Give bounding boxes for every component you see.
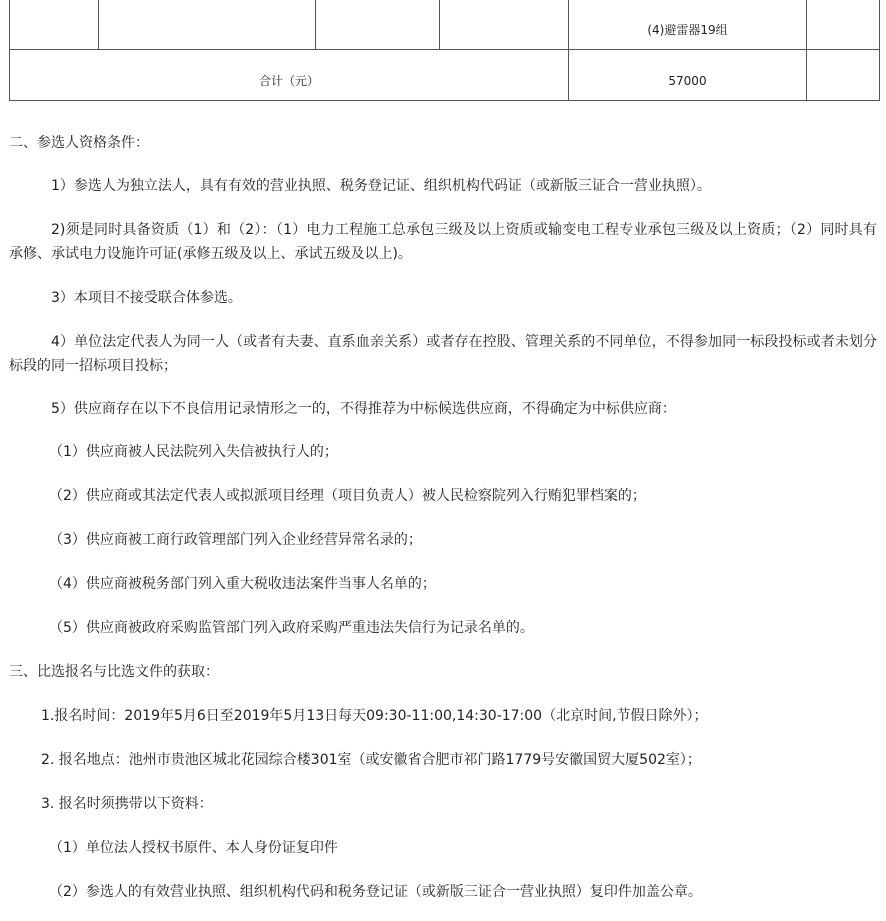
table-cell — [99, 0, 316, 50]
table-cell — [316, 0, 440, 50]
total-value: 57000 — [668, 73, 707, 88]
table-row-total — [10, 50, 880, 101]
section2-heading: 二、参选人资格条件： — [9, 135, 149, 151]
item-arrester: (4)避雷器19组 — [647, 23, 728, 37]
total-value-cell — [569, 50, 807, 101]
section2-s1: （1）供应商被人民法院列入失信被执行人的； — [49, 444, 338, 460]
section2-p1: 1）参选人为独立法人，具有有效的营业执照、税务登记证、组织机构代码证（或新版三证合一营业执照）。 — [51, 178, 711, 194]
section2-p4: 4）单位法定代表人为同一人（或者有夫妻、直系血亲关系）或者存在控股、管理关系的不同单位，不得参加同一标段投标或者未划分标段的同一招标项目投标； — [9, 334, 877, 374]
section3-t1: 1.报名时间：2019年5月6日至2019年5月13日每天09:30-11:00,14:30-17:00（北京时间,节假日除外）； — [41, 708, 708, 724]
section2-s4: （4）供应商被税务部门列入重大税收违法案件当事人名单的； — [49, 576, 436, 592]
price-table — [9, 0, 880, 101]
table-cell — [569, 0, 807, 50]
total-label-cell — [10, 50, 569, 101]
table-row — [10, 0, 880, 50]
total-label: 合计（元） — [258, 74, 319, 88]
section2-p2: 2)须是同时具备资质（1）和（2）：（1）电力工程施工总承包三级及以上资质或输变电工程专业承包三级及以上资质；（2）同时具有承修、承试电力设施许可证(承修五级及以上、承试五级及以上)。 — [9, 222, 877, 262]
section2-p3: 3）本项目不接受联合体参选。 — [51, 290, 242, 306]
section3-m2: （2）参选人的有效营业执照、组织机构代码和税务登记证（或新版三证合一营业执照）复印件加盖公章。 — [49, 884, 702, 900]
section2-p5: 5）供应商存在以下不良信用记录情形之一的，不得推荐为中标候选供应商，不得确定为中标供应商： — [51, 401, 676, 417]
table-cell — [10, 0, 99, 50]
section2-s5: （5）供应商被政府采购监管部门列入政府采购严重违法失信行为记录名单的。 — [49, 620, 534, 636]
section3-heading: 三、比选报名与比选文件的获取： — [9, 664, 219, 680]
section3-t3: 3. 报名时须携带以下资料： — [41, 796, 213, 812]
table-cell — [807, 0, 880, 50]
section3-t2: 2. 报名地点：池州市贵池区城北花园综合楼301室（或安徽省合肥市祁门路1779号安徽国贸大厦502室）； — [41, 752, 701, 768]
table-cell — [440, 0, 569, 50]
table-cell — [807, 50, 880, 101]
section2-s2: （2）供应商或其法定代表人或拟派项目经理（项目负责人）被人民检察院列入行贿犯罪档案的； — [49, 488, 646, 504]
section3-m1: （1）单位法人授权书原件、本人身份证复印件 — [49, 840, 338, 856]
section2-s3: （3）供应商被工商行政管理部门列入企业经营异常名录的； — [49, 532, 422, 548]
